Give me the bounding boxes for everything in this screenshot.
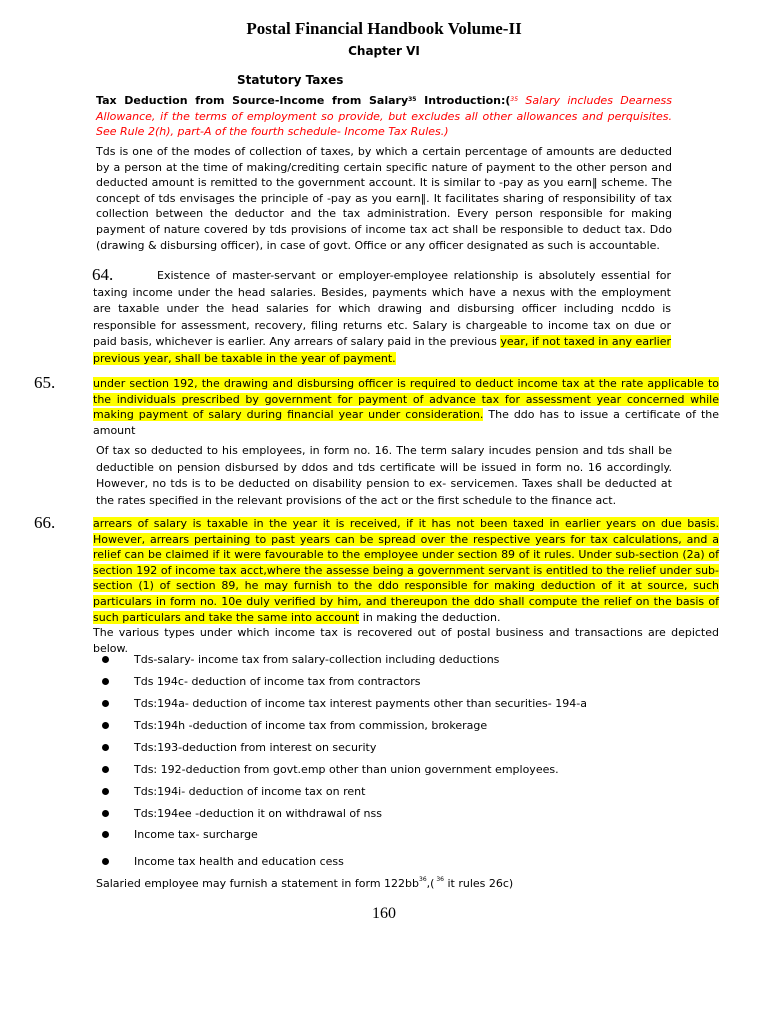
- salary-footnote: $^{35}$ Salary includes Dearness Allowance, if the terms of employment so provide, but excludes all other allowances and perquisites. See Rule 2(h), part-A of the fourth schedule- Income Tax Rules.): [96, 94, 672, 139]
- para-65-highlight: under section 192, the drawing and disbursing officer is required to deduct income tax at the rate applicable to the individuals prescribed by government for payment of advance tax for assessment year concerned while making payment of salary during financial year under consideration.: [93, 377, 719, 422]
- bullet-icon: [102, 700, 109, 707]
- bullet-icon: [102, 656, 109, 663]
- para-number-66: 66.: [34, 513, 56, 532]
- intro-heading-block: [96, 93, 672, 140]
- intro-body: Tds is one of the modes of collection of taxes, by which a certain percentage of amounts are deducted by a person at the time of making/crediting certain specific nature of payment to the other person and deducted amount is remitted to the government account. It is similar to ‑pay as you earn‖ scheme. The concept of tds envisages the principle of ‑pay as you earn‖. It facilitates sharing of responsibility of tax collection between the deductor and the tax administration. Every person responsible for making payment of nature covered by tds provisions of income tax act shall be responsible to deduct tax. Ddo (drawing & disbursing officer), in case of govt. Office or any officer designated as such is accountable.: [96, 145, 672, 252]
- footnote-marker: 35: [408, 96, 417, 103]
- intro-heading: Tax Deduction from Source-Income from Salary: [96, 94, 409, 107]
- para-64-text: Existence of master-servant or employer-employee relationship is absolutely essential for taxing income under the head salaries. Besides, payments which have a nexus with the employment are taxable under the head salaries for which drawing and disbursing officer including ncddo is responsible for assessment, recovery, filing returns etc. Salary is chargeable to income tax on due or paid basis, whichever is earlier. Any arrears of salary paid in the previous: [93, 269, 671, 348]
- bullet-icon: [102, 858, 109, 865]
- bullet-icon: [102, 744, 109, 751]
- page-number: 160: [372, 905, 396, 922]
- bullet-icon: [102, 831, 109, 838]
- para-number-65: 65.: [34, 373, 56, 392]
- para-66-after: The various types under which income tax is recovered out of postal business and transactions are depicted below.: [93, 626, 719, 655]
- footnote-marker: 36: [434, 876, 444, 883]
- para-66-highlight: arrears of salary is taxable in the year it is received, if it has not been taxed in earlier years on due basis. However, arrears pertaining to past years can be spread over the respective years for tax calculations, and a relief can be claimed if it were favourable to the employee under section 89 of it rules. Under sub-section (2a) of section 192 of income tax acct,where the assesse being a government servant is entitled to the relief under sub-section (1) of section 89, he may furnish to the ddo responsible for making deduction of it at source, such particulars in form no. 10e duly verified by him, and thereupon the ddo shall compute the relief on the basis of such particulars and take the same into account: [93, 517, 719, 624]
- para-66: [93, 516, 719, 656]
- footnote-marker: 36: [419, 876, 427, 883]
- para-65-text: The ddo has to issue a certificate of the amount: [93, 408, 719, 437]
- para-65: [93, 376, 719, 438]
- closing-statement: Salaried employee may furnish a statement in form $122bb^{36}$,( $^{36}$ it rules 26c): [96, 876, 514, 890]
- bullet-icon: [102, 766, 109, 773]
- bullet-icon: [102, 788, 109, 795]
- chapter-heading: Chapter VI: [348, 44, 420, 58]
- intro-heading-tail: Introduction:(: [416, 94, 511, 107]
- bullet-icon: [102, 810, 109, 817]
- section-heading: Statutory Taxes: [237, 73, 344, 87]
- page-title: Postal Financial Handbook Volume-II: [246, 19, 522, 38]
- para-number-64: 64.: [92, 265, 114, 284]
- para-66-text: in making the deduction.: [359, 610, 501, 624]
- para-64: [93, 268, 671, 367]
- bullet-icon: [102, 722, 109, 729]
- para-65-continuation: Of tax so deducted to his employees, in form no. 16. The term salary incudes pension and tds shall be deductible on pension disbursed by ddos and tds certificate will be issued in form no. 16 accordingly. However, no tds is to be deducted on disability pension to ex- servicemen. Taxes shall be deducted at the rates specified in the relevant provisions of the act or the first schedule to the finance act.: [96, 444, 672, 507]
- para-64-highlight: year, if not taxed in any earlier previous year, shall be taxable in the year of payment.: [93, 335, 671, 365]
- bullet-icon: [102, 678, 109, 685]
